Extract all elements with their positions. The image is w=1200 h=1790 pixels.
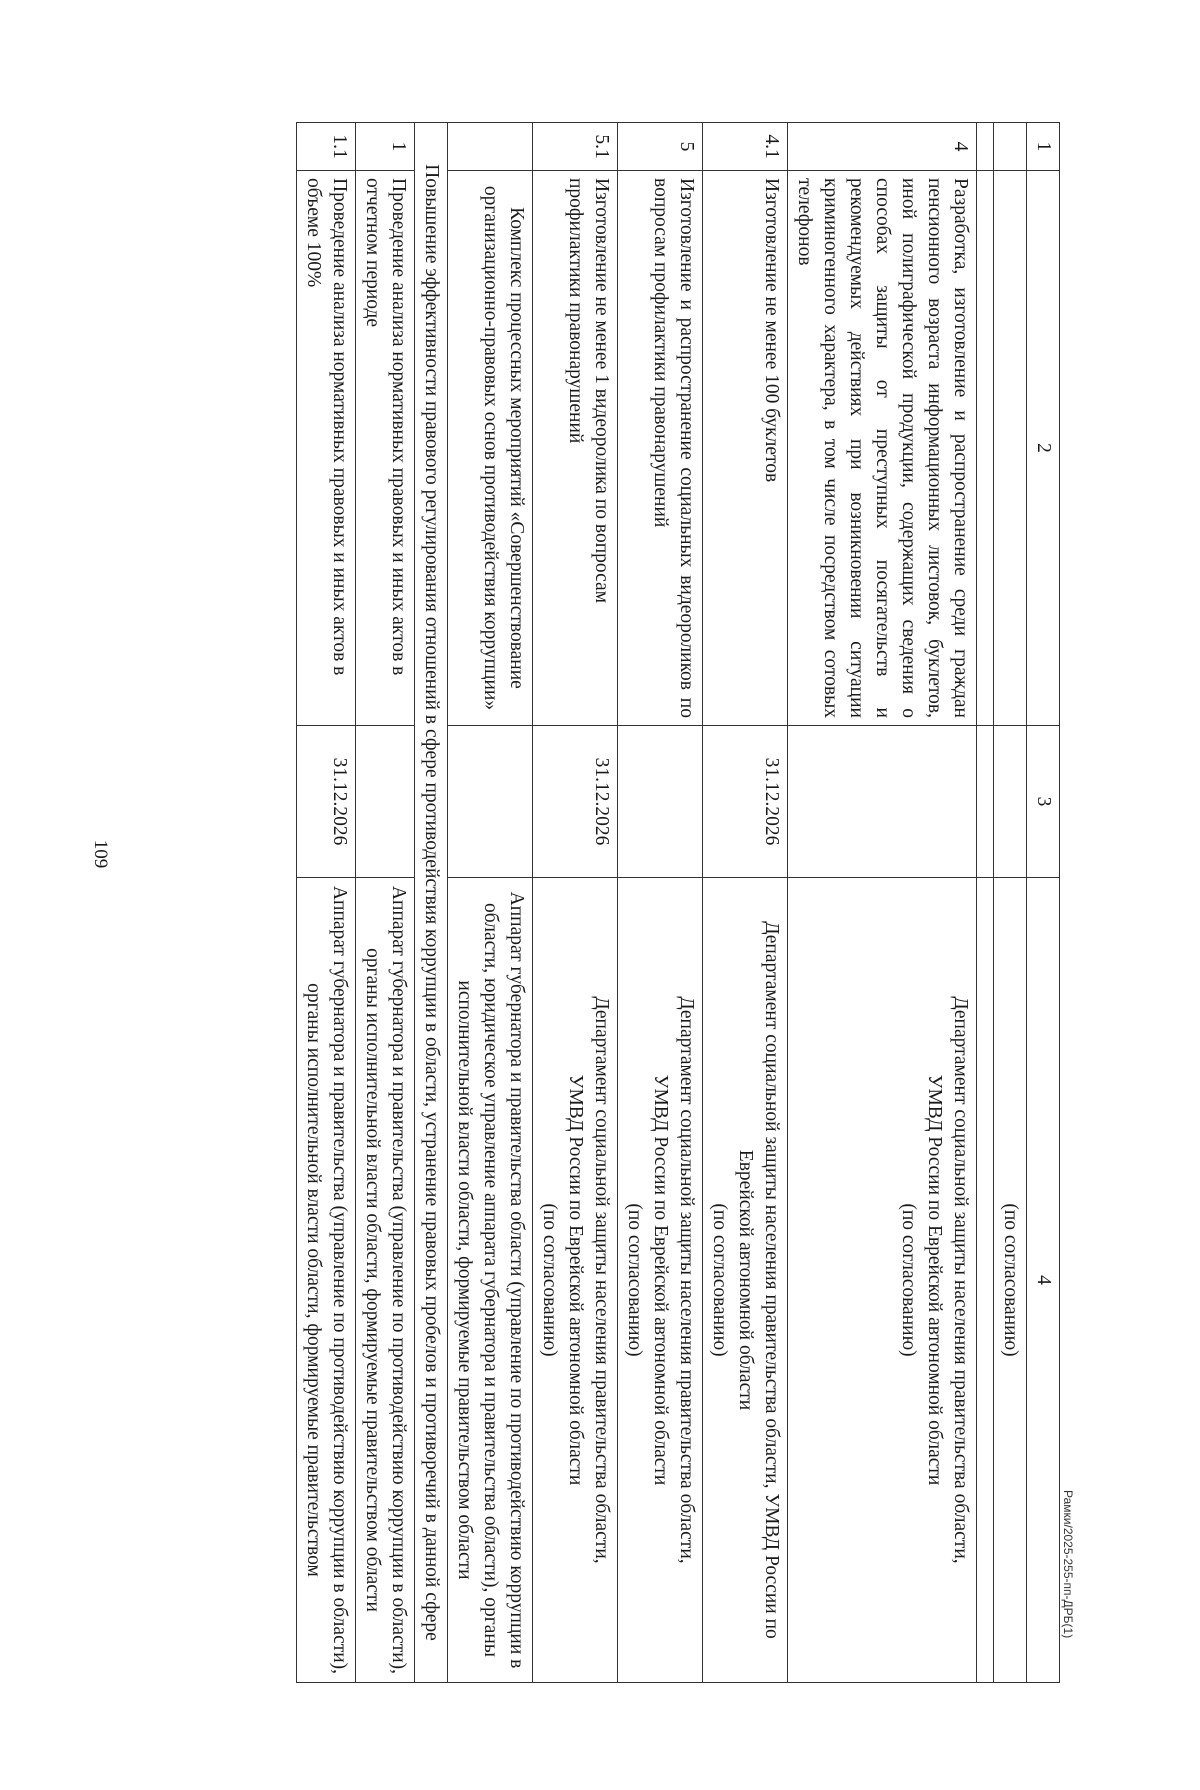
row-responsible: Департамент социальной защиты населения правительства области, УМВД России по Еврейской автономной области (по согласованию) <box>788 878 977 1683</box>
header-col-3: 3 <box>1027 726 1060 878</box>
carry-over-row <box>994 123 1027 1683</box>
table-row <box>703 123 788 1683</box>
table-row <box>618 123 703 1683</box>
landscape-table-sheet <box>180 122 1060 1682</box>
row-number: 4.1 <box>703 123 788 171</box>
header-col-2: 2 <box>1027 171 1060 726</box>
row-text: Проведение анализа нормативных правовых и иных актов в объеме 100% <box>297 171 356 726</box>
row-date <box>788 726 977 878</box>
table-row <box>533 123 618 1683</box>
row-responsible: Департамент социальной защиты населения правительства области, УМВД России по Еврейской автономной области (по согласованию) <box>703 878 788 1683</box>
row-text: Комплекс процессных мероприятий «Совершенствование организационно-правовых основ противодействия коррупции» <box>448 171 533 726</box>
row-date: 31.12.2026 <box>703 726 788 878</box>
row-text: Изготовление и распространение социальных видеороликов по вопросам профилактики правонарушений <box>618 171 703 726</box>
row-responsible: Аппарат губернатора и правительства области (управление по противодействию коррупции в области, юридическое управление аппарата губернатора и правительства области), органы исполнительной власти области, формируемые правительством области <box>448 878 533 1683</box>
row-date: 31.12.2026 <box>297 726 356 878</box>
row-number: 1 <box>356 123 415 171</box>
row-number <box>448 123 533 171</box>
header-col-1: 1 <box>1027 123 1060 171</box>
row-number: 5 <box>618 123 703 171</box>
table-row <box>356 123 415 1683</box>
activities-table <box>296 122 1060 1683</box>
row-responsible: Аппарат губернатора и правительства (управление по противодействию коррупции в области), органы исполнительной власти области, формируемые правительством области <box>356 878 415 1683</box>
row-date: 31.12.2026 <box>533 726 618 878</box>
table-row <box>448 123 533 1683</box>
page-number: 109 <box>90 839 111 869</box>
section-row <box>415 123 448 1683</box>
section-title: Повышение эффективности правового регулирования отношений в сфере противодействия коррупции в области, устранение правовых пробелов и противоречий в данной сфере <box>415 123 448 1683</box>
row-date <box>448 726 533 878</box>
row-number: 4 <box>788 123 977 171</box>
row-responsible: Аппарат губернатора и правительства (управление по противодействию коррупции в области), органы исполнительной власти области, формируемые правительством <box>297 878 356 1683</box>
row-number: 5.1 <box>533 123 618 171</box>
row-responsible: Департамент социальной защиты населения правительства области, УМВД России по Еврейской автономной области (по согласованию) <box>533 878 618 1683</box>
header-col-4: 4 <box>1027 878 1060 1683</box>
row-text: Изготовление не менее 1 видеоролика по вопросам профилактики правонарушений <box>533 171 618 726</box>
row-responsible: Департамент социальной защиты населения правительства области, УМВД России по Еврейской автономной области (по согласованию) <box>618 878 703 1683</box>
row-date <box>356 726 415 878</box>
row-text: Проведение анализа нормативных правовых и иных актов в отчетном периоде <box>356 171 415 726</box>
row-text: Изготовление не менее 100 буклетов <box>703 171 788 726</box>
row-text: Разработка, изготовление и распространение среди граждан пенсионного возраста информационных листовок, буклетов, иной полиграфической продукции, содержащих сведения о способах защиты от преступных посягательств и рекомендуемых действиях при возникновении ситуации криминогенного характера, в том числе посредством сотовых телефонов <box>788 171 977 726</box>
carry-over-text: (по согласованию) <box>994 878 1027 1683</box>
row-number: 1.1 <box>297 123 356 171</box>
document-code: Рамки/2025-255-пп-ДРБ(1) <box>1061 1490 1075 1639</box>
table-row <box>788 123 977 1683</box>
row-date <box>618 726 703 878</box>
table-row <box>297 123 356 1683</box>
header-row <box>1027 123 1060 1683</box>
